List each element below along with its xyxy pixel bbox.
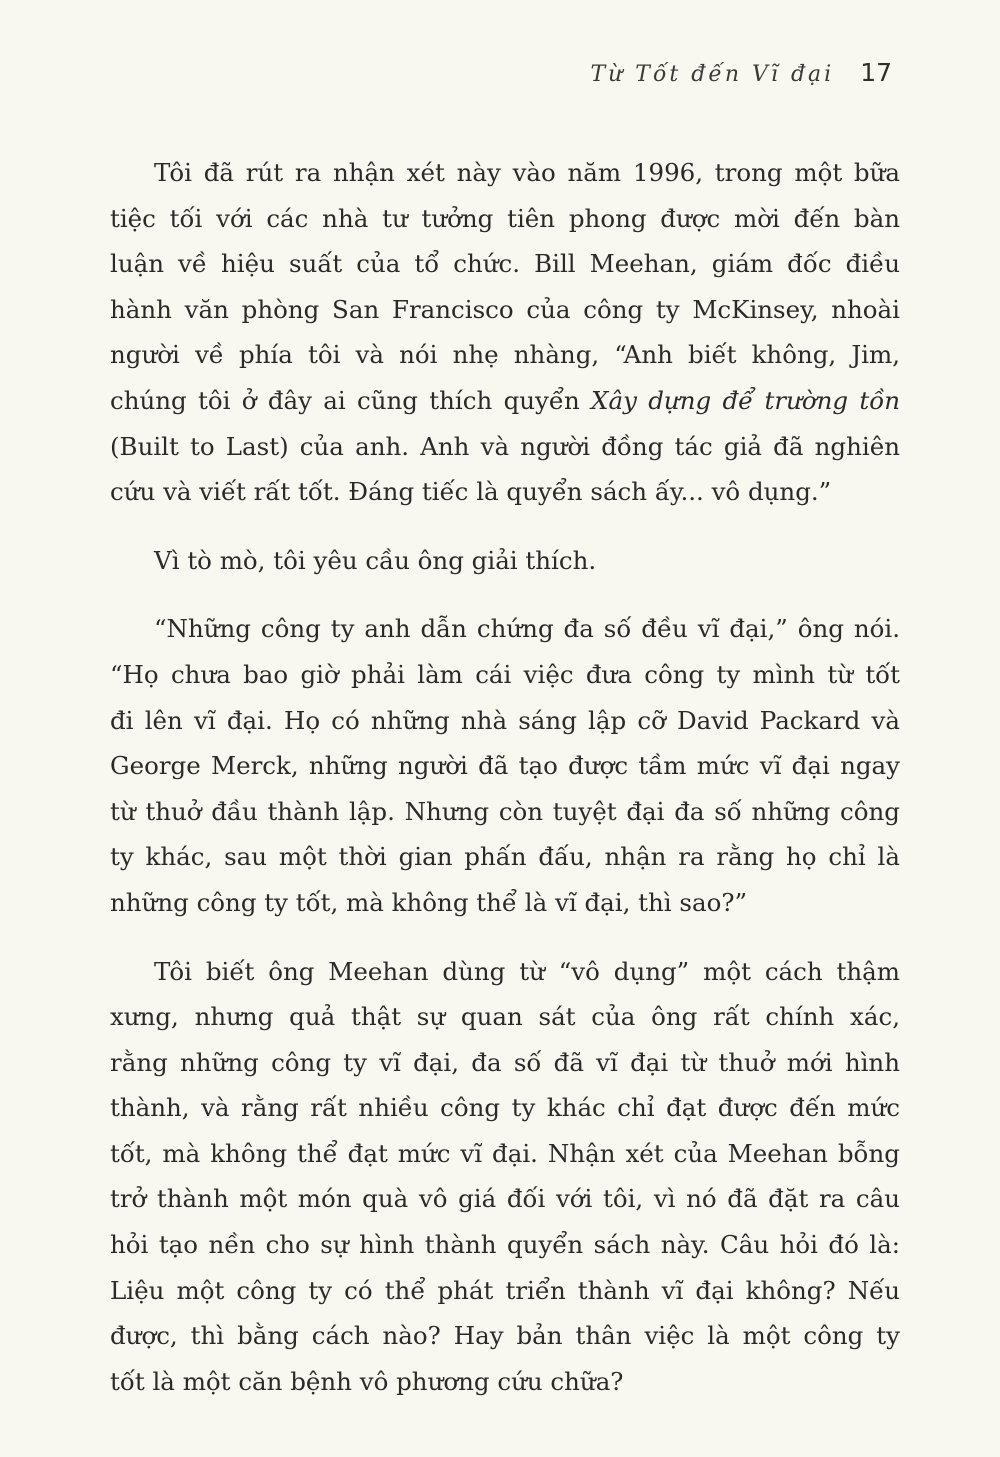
text-line <box>110 378 900 424</box>
running-header <box>590 58 892 87</box>
text-line: được, thì bằng cách nào? Hay bản thân việc là một công ty <box>110 1321 900 1351</box>
text-line: George Merck, những người đã tạo được tầm mức vĩ đại ngay <box>110 751 900 781</box>
text-line: người về phía tôi và nói nhẹ nhàng, “Anh biết không, Jim, <box>110 340 900 370</box>
text-line: rằng những công ty vĩ đại, đa số đã vĩ đại từ thuở mới hình <box>110 1047 900 1077</box>
book-title-italic: Xây dựng để trường tồn <box>591 385 900 415</box>
text-line: tiệc tối với các nhà tư tưởng tiên phong được mời đến bàn <box>110 203 900 233</box>
text-line: thành, và rằng rất nhiều công ty khác chỉ đạt được đến mức <box>110 1093 900 1123</box>
text-line: hỏi tạo nền cho sự hình thành quyển sách này. Câu hỏi đó là: <box>110 1230 900 1260</box>
text-line: đi lên vĩ đại. Họ có những nhà sáng lập cỡ David Packard và <box>110 705 900 735</box>
page-number: 17 <box>860 58 892 87</box>
body-text <box>110 150 900 1404</box>
text-line: những công ty tốt, mà không thể là vĩ đại, thì sao?” <box>110 887 748 917</box>
text-line: “Những công ty anh dẫn chứng đa số đều vĩ đại,” ông nói. <box>154 614 900 644</box>
text-line: luận về hiệu suất của tổ chức. Bill Meehan, giám đốc điều <box>110 249 900 279</box>
book-title: Từ Tốt đến Vĩ đại <box>590 62 835 87</box>
text-line: xưng, nhưng quả thật sự quan sát của ông rất chính xác, <box>110 1002 900 1032</box>
text-line-start: chúng tôi ở đây ai cũng thích quyển <box>110 385 592 415</box>
text-line: Liệu một công ty có thể phát triển thành vĩ đại không? Nếu <box>110 1275 900 1305</box>
text-line: từ thuở đầu thành lập. Nhưng còn tuyệt đại đa số những công <box>110 796 900 826</box>
paragraph-1 <box>110 150 900 515</box>
text-line: hành văn phòng San Francisco của công ty McKinsey, nhoài <box>110 294 900 324</box>
text-line: ty khác, sau một thời gian phấn đấu, nhận ra rằng họ chỉ là <box>110 842 900 872</box>
text-line: (Built to Last) của anh. Anh và người đồng tác giả đã nghiên <box>110 431 900 461</box>
text-line: tốt là một căn bệnh vô phương cứu chữa? <box>110 1366 624 1396</box>
text-line: Tôi đã rút ra nhận xét này vào năm 1996, trong một bữa <box>154 158 900 187</box>
text-line: “Họ chưa bao giờ phải làm cái việc đưa công ty mình từ tốt <box>110 659 900 689</box>
paragraph-2 <box>110 538 900 584</box>
paragraph-4 <box>110 949 900 1405</box>
text-line: cứu và viết rất tốt. Đáng tiếc là quyển sách ấy... vô dụng.” <box>110 477 832 507</box>
paragraph-3 <box>110 606 900 925</box>
text-line: Tôi biết ông Meehan dùng từ “vô dụng” một cách thậm <box>154 956 900 986</box>
text-line: trở thành một món quà vô giá đối với tôi, vì nó đã đặt ra câu <box>110 1184 900 1214</box>
text-line: Vì tò mò, tôi yêu cầu ông giải thích. <box>154 545 597 575</box>
text-line: tốt, mà không thể đạt mức vĩ đại. Nhận xét của Meehan bỗng <box>110 1138 900 1168</box>
